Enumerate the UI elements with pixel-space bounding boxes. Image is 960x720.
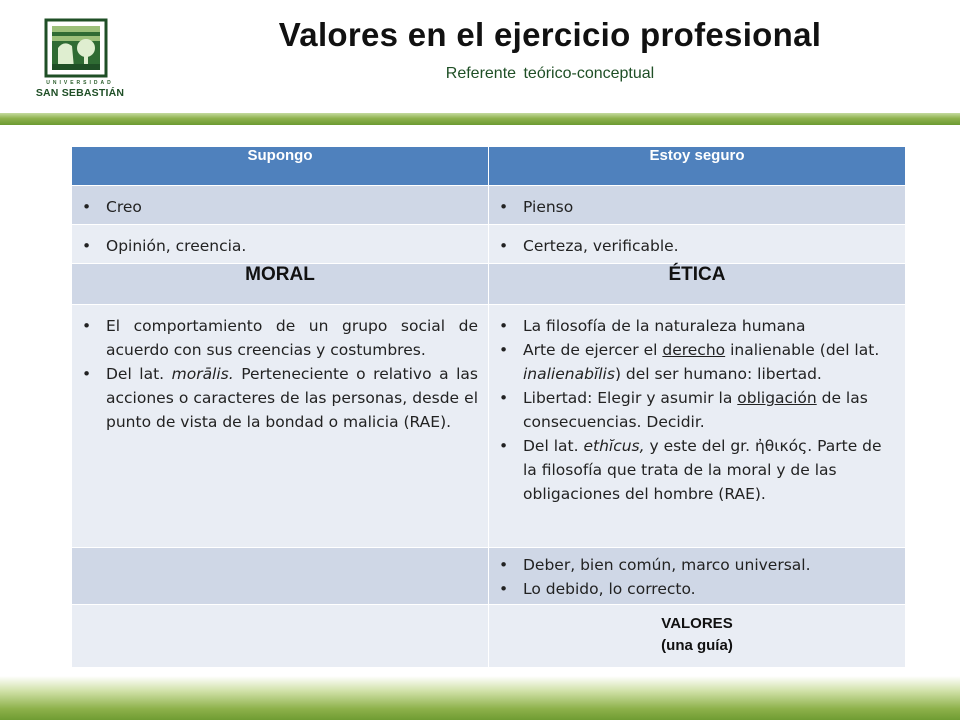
latin-term: inalienabĭlis [523, 365, 615, 383]
table-header-row [72, 147, 906, 186]
table-cell [489, 225, 906, 264]
etica-header: ÉTICA [489, 264, 906, 305]
valores-cell [489, 605, 906, 668]
list-item: • El comportamiento de un grupo social de acuerdo con sus creencias y costumbres. [106, 314, 478, 362]
table-cell [489, 186, 906, 225]
list-item [523, 386, 895, 434]
list-item [523, 338, 895, 386]
footer-band [0, 676, 960, 720]
underlined-term: derecho [662, 341, 726, 359]
underlined-term: obligación [737, 389, 817, 407]
table-cell [489, 548, 906, 605]
latin-term: ethĭcus, [583, 437, 645, 455]
table-cell [72, 225, 489, 264]
list-item-text: Arte de ejercer el [523, 341, 663, 359]
list-item-text: Perteneciente o relativo a las acciones o caracteres de las personas, desde el punto de vista de la bondad o malicia (RAE). [106, 365, 478, 431]
table-row [72, 305, 906, 548]
list-item-text: Libertad: Elegir y asumir la [523, 389, 738, 407]
list-item: • Opinión, creencia. [106, 234, 478, 258]
list-item-text: inalienable (del lat. [725, 341, 880, 359]
comparison-table [71, 146, 906, 668]
list-item-text: y este del gr. ἠθικός. Parte de la filosofía que trata de la moral y de las obligaciones del hombre (RAE). [523, 437, 882, 503]
list-item: • Lo debido, lo correcto. [523, 577, 895, 601]
table-row [72, 225, 906, 264]
university-logo [28, 14, 132, 100]
list-item: • Certeza, verificable. [523, 234, 895, 258]
page-title: Valores en el ejercicio profesional [278, 16, 822, 53]
table-row [72, 186, 906, 225]
empty-cell [72, 548, 489, 605]
list-item-text: de las consecuencias. Decidir. [523, 389, 868, 431]
table-row [72, 548, 906, 605]
header-divider [0, 113, 960, 125]
empty-cell [72, 605, 489, 668]
valores-label: VALORES [661, 615, 733, 632]
list-item-text: Del lat. [523, 437, 584, 455]
list-item [106, 362, 478, 434]
page-subtitle: Referente teórico-conceptual [445, 65, 655, 82]
list-item: • Creo [106, 195, 478, 219]
university-emblem-icon [44, 18, 108, 78]
valores-caption: (una guía) [661, 637, 733, 654]
latin-term: morālis. [171, 365, 234, 383]
section-header-row [72, 264, 906, 305]
moral-header: MORAL [72, 264, 489, 305]
moral-definition-cell [72, 305, 489, 548]
column-header-estoy-seguro: Estoy seguro [489, 147, 906, 186]
list-item: • Pienso [523, 195, 895, 219]
column-header-supongo: Supongo [72, 147, 489, 186]
table-cell [72, 186, 489, 225]
list-item-text: ) del ser humano: libertad. [614, 365, 822, 383]
list-item: • Deber, bien común, marco universal. [523, 553, 895, 577]
logo-caption-name: SAN SEBASTIÁN [35, 87, 125, 99]
list-item [523, 434, 895, 506]
list-item: • La filosofía de la naturaleza humana [523, 314, 895, 338]
table-row [72, 605, 906, 668]
logo-caption-small: UNIVERSIDAD [46, 80, 114, 86]
list-item-text: Del lat. [106, 365, 172, 383]
etica-definition-cell [489, 305, 906, 548]
